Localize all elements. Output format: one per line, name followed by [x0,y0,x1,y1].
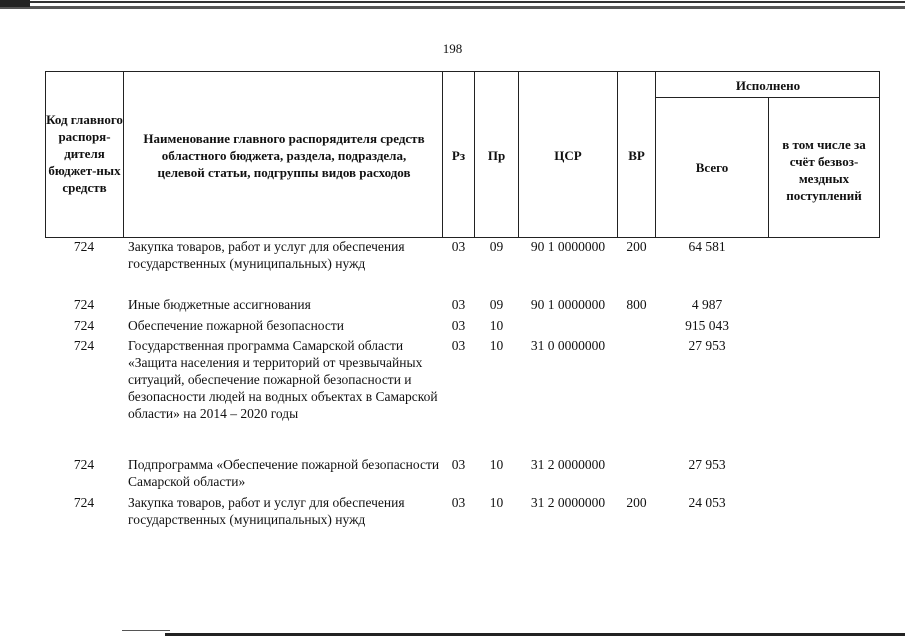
cell-rz: 03 [451,495,466,510]
header-code: Код главного распоря-дителя бюджет-ных средств [46,111,123,195]
cell-total: 24 053 [688,495,726,510]
header-rz: Рз [451,147,466,163]
cell-name: Подпрограмма «Обеспечение пожарной безопасности Самарской области» [128,457,440,489]
divider [655,97,880,98]
cell-total: 27 953 [688,457,726,472]
cell-name: Закупка товаров, работ и услуг для обеспечения государственных (муниципальных) нужд [128,495,405,527]
cell-total: 915 043 [685,318,729,333]
divider [123,71,124,238]
header-pr: Пр [487,147,506,163]
cell-csr: 90 1 0000000 [530,239,606,254]
cell-name: Закупка товаров, работ и услуг для обеспечения государственных (муниципальных) нужд [128,239,405,271]
header-gratuitous: в том числе за счёт безвоз-мездных поступлений [782,137,866,203]
cell-rz: 03 [451,338,466,353]
cell-vr: 800 [626,297,647,312]
cell-csr: 31 2 0000000 [530,495,606,510]
cell-code: 724 [73,338,95,353]
cell-code: 724 [73,318,95,333]
cell-name: Обеспечение пожарной безопасности [128,318,345,333]
cell-vr: 200 [626,495,647,510]
scan-bottom-edge [0,628,905,640]
cell-code: 724 [73,239,95,254]
scan-top-edge [0,0,905,9]
cell-csr: 31 0 0000000 [530,338,606,353]
cell-pr: 10 [489,457,504,472]
header-csr: ЦСР [554,147,582,163]
header-executed: Исполнено [735,77,801,93]
cell-total: 4 987 [691,297,723,312]
page-number: 198 [442,41,463,56]
cell-csr: 90 1 0000000 [530,297,606,312]
cell-rz: 03 [451,297,466,312]
cell-pr: 09 [489,297,504,312]
cell-vr: 200 [626,239,647,254]
header-vr: ВР [628,147,645,163]
cell-rz: 03 [451,457,466,472]
header-name: Наименование главного распорядителя средств областного бюджета, раздела, подраздела, целевой статьи, подгруппы видов расходов [143,131,425,180]
cell-pr: 10 [489,495,504,510]
cell-rz: 03 [451,239,466,254]
cell-name: Иные бюджетные ассигнования [128,297,311,312]
scan-mark [122,630,170,631]
divider [768,97,769,238]
scan-mark [165,633,905,636]
cell-pr: 10 [489,318,504,333]
header-total: Всего [695,160,729,175]
cell-csr: 31 2 0000000 [530,457,606,472]
cell-pr: 09 [489,239,504,254]
cell-code: 724 [73,495,95,510]
cell-rz: 03 [451,318,466,333]
cell-name: Государственная программа Самарской области «Защита населения и территорий от чрезвычайных ситуаций, обеспечение пожарной безопасности и безопасности людей на водных объектах в Самарской области» на 2014 – 2020 годы [128,338,438,421]
cell-pr: 10 [489,338,504,353]
cell-total: 64 581 [688,239,726,254]
cell-total: 27 953 [688,338,726,353]
cell-code: 724 [73,297,95,312]
cell-code: 724 [73,457,95,472]
